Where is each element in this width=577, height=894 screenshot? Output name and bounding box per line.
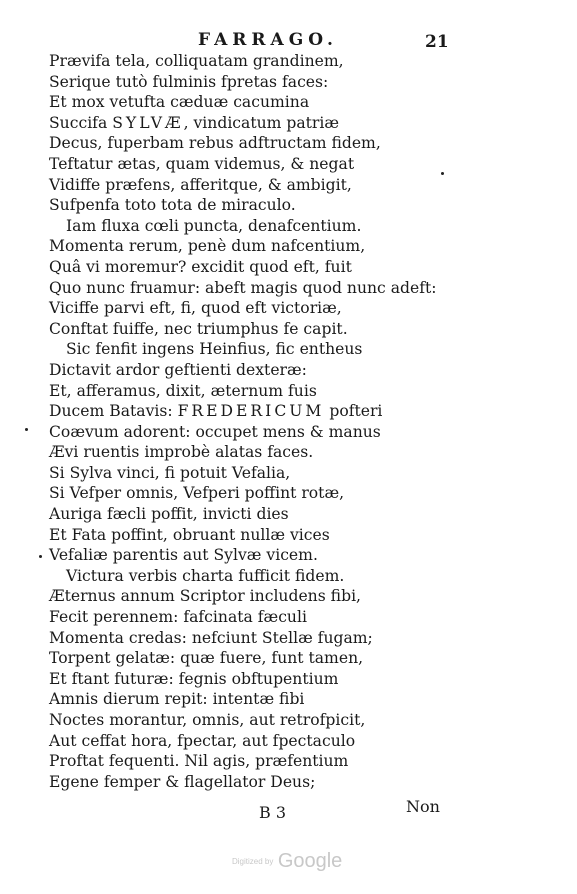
verse-line (0, 710, 437, 731)
verse-segment: Egene femper & flagellator Deus; (49, 772, 316, 791)
verse-segment: Vefaliæ parentis aut Sylvæ vicem. (49, 546, 318, 565)
verse-segment: Teftatur ætas, quam videmus, & negat (49, 154, 355, 173)
verse-segment: Vidiffe præfens, afferitque, & ambigit, (49, 175, 352, 194)
verse-line (0, 381, 437, 402)
verse-line (0, 772, 437, 793)
verse-segment: Proftat fequenti. Nil agis, præfentium (49, 752, 349, 771)
verse-segment: Ævi ruentis improbè alatas faces. (49, 443, 314, 462)
verse-segment: Fecit perennem: fafcinata fæculi (49, 608, 307, 627)
verse-line (0, 566, 437, 587)
verse-line (0, 339, 437, 360)
verse-segment: Si Vefper omnis, Vefperi poffint rotæ, (49, 484, 345, 503)
page-number: 21 (425, 32, 449, 52)
verse-segment: Aut ceffat hora, fpectar, aut fpectaculo (49, 731, 356, 750)
verse-line (0, 360, 437, 381)
verse-line (0, 92, 437, 113)
running-title: FARRAGO. (198, 30, 338, 50)
verse-segment: Quâ vi moremur? excidit quod eft, fuit (49, 257, 352, 276)
verse-line (0, 607, 437, 628)
verse-line (0, 751, 437, 772)
verse-line (0, 669, 437, 690)
verse-line (0, 236, 437, 257)
verse-line (0, 133, 437, 154)
verse-segment: Et ftant futuræ: fegnis obftupentium (49, 669, 339, 688)
verse-segment: Viciffe parvi eft, fi, quod eft victoriæ, (49, 299, 342, 318)
verse-segment: Si Sylva vinci, fi potuit Vefalia, (49, 463, 291, 482)
verse-line (0, 483, 437, 504)
verse-segment: Torpent gelatæ: quæ fuere, funt tamen, (49, 649, 364, 668)
verse-line (0, 628, 437, 649)
verse-line (0, 154, 437, 175)
verse-line (0, 422, 437, 443)
verse-line (0, 731, 437, 752)
verse-segment: Momenta rerum, penè dum nafcentium, (49, 237, 366, 256)
verse-line (0, 257, 437, 278)
verse-line (0, 72, 437, 93)
ink-speck (25, 428, 28, 431)
verse-line (0, 298, 437, 319)
verse-segment: , vindicatum patriæ (183, 113, 340, 132)
verse-text (0, 51, 437, 792)
verse-segment: Conftat fuiffe, nec triumphus fe capit. (49, 319, 348, 338)
verse-segment: Prævifa tela, colliquatam grandinem, (49, 52, 344, 70)
verse-line (0, 401, 437, 422)
verse-segment: Decus, fuperbam rebus adftructam fidem, (49, 134, 381, 153)
verse-line (0, 648, 437, 669)
verse-line (0, 216, 437, 237)
verse-segment: Noctes morantur, omnis, aut retrofpicit, (49, 711, 366, 729)
ink-speck (39, 555, 42, 558)
verse-line (0, 689, 437, 710)
verse-line (0, 319, 437, 340)
verse-segment: Auriga fæcli poffit, invicti dies (49, 505, 289, 524)
verse-segment: Victura verbis charta fufficit fidem. (66, 566, 345, 585)
verse-segment: Serique tutò fulminis fpretas faces: (49, 72, 329, 91)
verse-line (0, 525, 437, 546)
small-caps-name: FREDERICUM (177, 402, 325, 421)
signature-mark: B 3 (259, 803, 287, 822)
verse-line (0, 545, 437, 566)
verse-segment: Succifa (49, 113, 113, 132)
verse-segment: Coævum adorent: occupet mens & manus (49, 422, 381, 441)
digitization-watermark (232, 850, 342, 873)
verse-line (0, 442, 437, 463)
verse-line (0, 175, 437, 196)
verse-line (0, 51, 437, 72)
verse-segment: Quo nunc fruamur: abeft magis quod nunc adeft: (49, 278, 437, 297)
verse-segment: Et mox vetufta cæduæ cacumina (49, 93, 310, 112)
verse-line (0, 504, 437, 525)
verse-segment: Et Fata poffint, obruant nullæ vices (49, 525, 330, 544)
watermark-prefix: Digitized by (232, 857, 274, 866)
verse-segment: Et, afferamus, dixit, æternum fuis (49, 381, 317, 400)
verse-segment: Momenta credas: nefciunt Stellæ fugam; (49, 628, 373, 647)
verse-segment: Amnis dierum repit: intentæ fibi (49, 690, 305, 709)
verse-segment: Æternus annum Scriptor includens fibi, (49, 587, 362, 606)
verse-line (0, 586, 437, 607)
verse-segment: Ducem Batavis: (49, 402, 178, 421)
verse-line (0, 463, 437, 484)
small-caps-name: SYLVÆ (112, 113, 184, 132)
verse-segment: Dictavit ardor geftienti dexteræ: (49, 360, 307, 379)
verse-segment: pofteri (324, 402, 383, 421)
verse-line (0, 113, 437, 134)
watermark-brand: Google (277, 850, 343, 872)
verse-segment: Sufpenfa toto tota de miraculo. (49, 196, 296, 215)
verse-line (0, 278, 437, 299)
catchword: Non (406, 797, 440, 816)
verse-segment: Sic fenfit ingens Heinfius, fic entheus (66, 340, 363, 359)
ink-speck (441, 172, 444, 175)
verse-line (0, 195, 437, 216)
verse-segment: Iam fluxa cœli puncta, denafcentium. (66, 216, 362, 235)
